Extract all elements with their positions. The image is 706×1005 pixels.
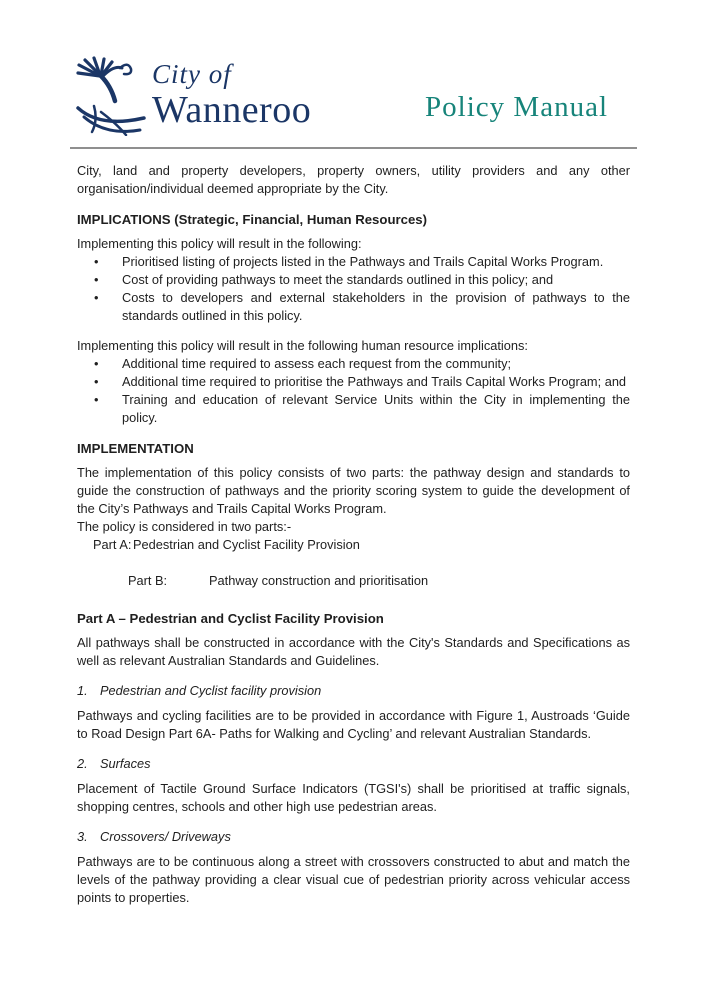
part-b-text: Pathway construction and prioritisation [209, 573, 429, 588]
part-a-row [77, 536, 630, 554]
list-item: • Prioritised listing of projects listed in the Pathways and Trails Capital Works Program. [77, 253, 630, 271]
heading-number: 2. [77, 756, 88, 771]
implementation-parts-intro: The policy is considered in two parts:- [77, 519, 292, 534]
city-of-wanneroo-logo [70, 56, 311, 136]
logo-city-of-text: City of [152, 59, 232, 89]
document-header [0, 0, 706, 136]
implications-lead-1: Implementing this policy will result in the following: [77, 236, 362, 251]
list-item: • Cost of providing pathways to meet the standards outlined in this policy; and [77, 271, 630, 289]
numbered-heading-1 [77, 682, 630, 700]
part-a-intro-paragraph: All pathways shall be constructed in accordance with the City's Standards and Specifications as well as relevant Australian Standards and Guidelines. [77, 635, 630, 668]
list-item: • Training and education of relevant Service Units within the City in implementing the policy. [77, 391, 630, 427]
intro-paragraph: City, land and property developers, property owners, utility providers and any other organisation/individual deemed appropriate by the City. [77, 163, 630, 196]
heading-number: 3. [77, 829, 88, 844]
implications-lead-2: Implementing this policy will result in the following human resource implications: [77, 338, 528, 353]
implications-heading: IMPLICATIONS (Strategic, Financial, Human Resources) [77, 212, 428, 227]
part-b-label: Part B: [128, 573, 168, 588]
policy-manual-title: Policy Manual [425, 91, 608, 123]
numbered-heading-3 [77, 828, 630, 846]
document-body [0, 149, 706, 907]
kangaroo-paw-flower-icon [70, 56, 150, 136]
part-a-section-heading: Part A – Pedestrian and Cyclist Facility Provision [77, 611, 384, 626]
implementation-heading: IMPLEMENTATION [77, 441, 194, 456]
heading-title: Pedestrian and Cyclist facility provision [100, 683, 322, 698]
part-a-label: Part A: [93, 537, 132, 552]
part-b-row [77, 572, 630, 590]
heading-title: Surfaces [100, 756, 151, 771]
implications-list-1 [77, 253, 630, 325]
implementation-paragraph: The implementation of this policy consists of two parts: the pathway design and standards to guide the construction of pathways and the priority scoring system to guide the development of the City’s Pathways and Trails Capital Works Program. [77, 465, 630, 516]
heading-title: Crossovers/ Driveways [100, 829, 231, 844]
logo-wordmark [152, 56, 311, 130]
section-1-paragraph: Pathways and cycling facilities are to be provided in accordance with Figure 1, Austroads ‘Guide to Road Design Part 6A- Paths for Walking and Cycling’ and relevant Australian Standards. [77, 708, 630, 741]
numbered-heading-2 [77, 755, 630, 773]
section-3-paragraph: Pathways are to be continuous along a street with crossovers constructed to abut and match the levels of the pathway providing a clear visual cue of pedestrian priority across vehicular access points to properties. [77, 854, 630, 905]
list-item: • Additional time required to prioritise the Pathways and Trails Capital Works Program; and [77, 373, 630, 391]
list-item: • Costs to developers and external stakeholders in the provision of pathways to the standards outlined in this policy. [77, 289, 630, 325]
section-2-paragraph: Placement of Tactile Ground Surface Indicators (TGSI's) shall be prioritised at traffic signals, shopping centres, schools and other high use pedestrian areas. [77, 781, 630, 814]
heading-number: 1. [77, 683, 88, 698]
part-a-text: Pedestrian and Cyclist Facility Provision [133, 537, 360, 552]
list-item: • Additional time required to assess each request from the community; [77, 355, 630, 373]
logo-wanneroo-text: Wanneroo [152, 89, 312, 131]
implications-list-2 [77, 355, 630, 427]
